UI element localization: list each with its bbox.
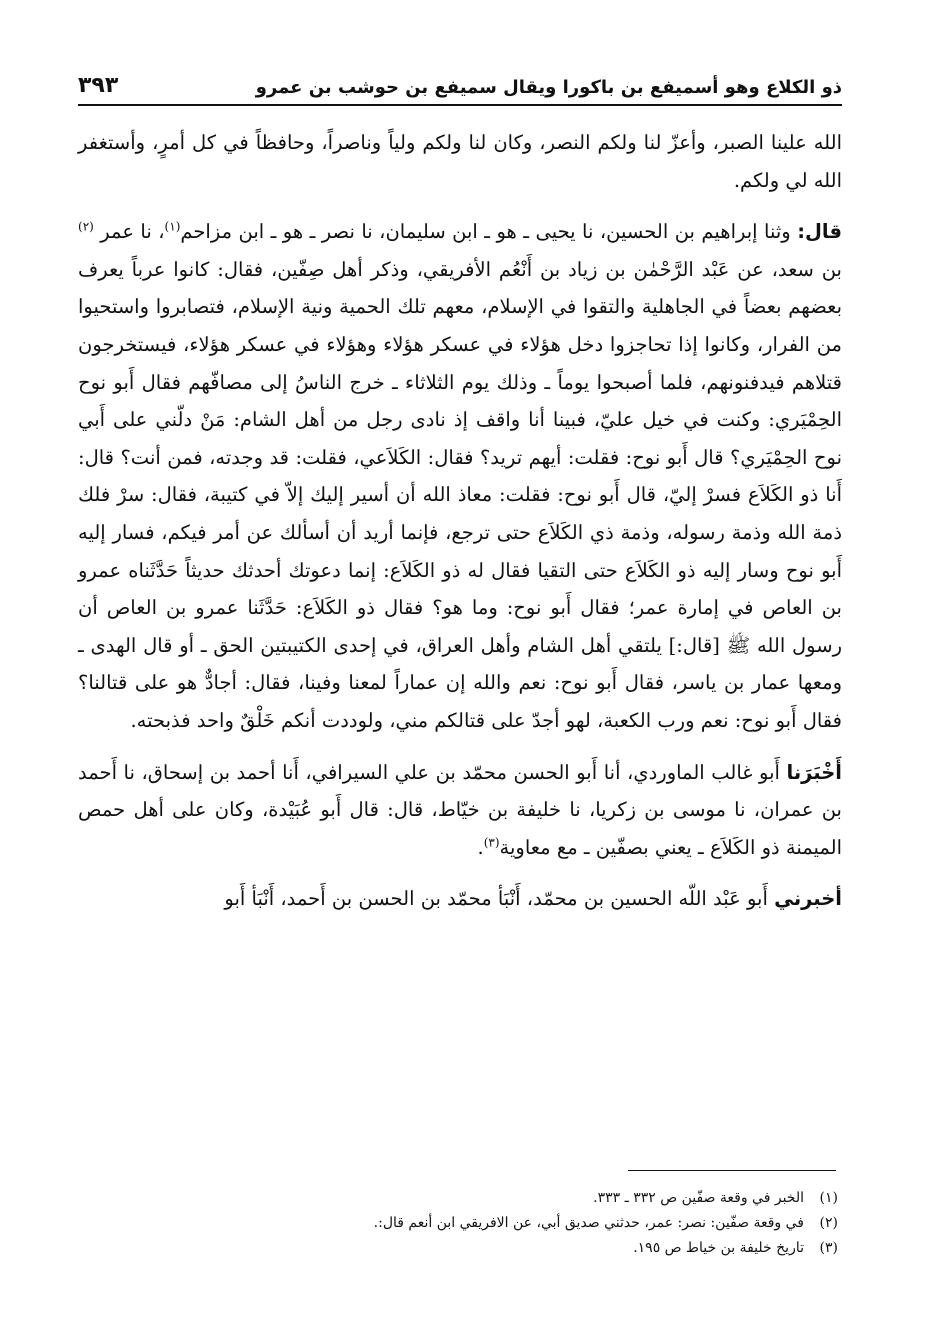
footnote-text: في وقعة صفّين: نصر: عمر، حدثني صديق أبي، عن الافريقي ابن أنعم قال:. <box>373 1215 804 1231</box>
paragraph-text: أَبو عَبْد اللّه الحسين بن محمّد، أَنْبَأ محمّد بن الحسن بن أَحمد، أَنْبَأ أَبو <box>224 887 775 911</box>
page-number: ٣٩٣ <box>78 73 119 98</box>
footnote-2 <box>120 1211 838 1236</box>
footnote-ref: (١) <box>164 219 181 234</box>
paragraph-text: وثنا إبراهيم بن الحسين، نا يحيى ـ هو ـ ابن سليمان، نا نصر ـ هو ـ ابن مزاحم <box>180 220 798 244</box>
footnote-1 <box>120 1186 838 1211</box>
footnote-3 <box>120 1236 838 1261</box>
footnote-divider <box>628 1170 836 1171</box>
paragraph-3 <box>78 754 842 867</box>
footnotes <box>120 1186 838 1261</box>
paragraph-4 <box>78 880 842 918</box>
paragraph-text: ، نا عمر <box>100 220 165 244</box>
main-text <box>78 124 842 932</box>
paragraph-text: أَبو غالب الماوردي، أنا أَبو الحسن محمّد بن علي السيرافي، أَنا أحمد بن إسحاق، نا أَحمد بن عمران، نا موسى بن زكريا، نا خليفة بن خيّاط، قال: قال أَبو عُبَيْدة، وكان على أهل حمص الميمنة ذو الكَلاَع ـ يعني بصفّين ـ مع معاوية <box>78 760 842 859</box>
paragraph-text: . <box>477 835 484 859</box>
footnote-ref: (٣) <box>483 835 500 850</box>
footnote-text: الخبر في وقعة صفّين ص ٣٣٢ ـ ٣٣٣. <box>593 1190 804 1206</box>
paragraph-2 <box>78 213 842 739</box>
footnote-ref: (٢) <box>78 219 94 234</box>
paragraph-1 <box>78 124 842 199</box>
paragraph-text: بن سعد، عن عَبْد الرَّحْمٰن بن زياد بن أَنْعُم الأفريقي، وذكر أهل صِفّين، فقال: كانوا عرباً يعرف بعضهم بعضاً في الجاهلية والتقوا في الإسلام، معهم تلك الحمية ونية الإسلام، فتصابروا واستحيوا من الفرار، وكانوا إذا تحاجزوا دخل هؤلاء في عسكر هؤلاء وهؤلاء في عسكر هؤلاء، فيستخرجون قتلاهم فيدفنونهم، فلما أصبحوا يوماً ـ وذلك يوم الثلاثاء ـ خرج الناسُ إلى مصافّهم فقال أَبو نوح الحِمْيَري: وكنت في خيل عليّ، فبينا أنا واقف إذ نادى رجل من أهل الشام: مَنْ دلّني على أَبي نوح الحِمْيَري؟ قال أَبو نوح: فقلت: أيهم تريد؟ فقال: الكَلاَعي، فقلت: قد وجدته، فمن أنت؟ قال: أَنا ذو الكَلاَع فسرْ إليّ، قال أَبو نوح: فقلت: معاذ الله أن أسير إليك إلاّ في كتيبة، فقال: سرْ فلك ذمة الله وذمة رسوله، وذمة ذي الكَلاَع حتى ترجع، فإنما أريد أن أسألك عن أمر فيكم، فسار إليه أَبو نوح وسار إليه ذو الكَلاَع حتى التقيا فقال له ذو الكَلاَع: إنما دعوتك أحدثك حديثاً حَدَّثَناه عمرو بن العاص في إمارة عمر؛ فقال أَبو نوح: وما هو؟ فقال ذو الكَلاَع: حَدَّثَنا عمرو بن العاص أن رسول الله ﷺ [قال:] يلتقي أهل الشام وأهل العراق، في إحدى الكتيبتين الحق ـ أو قال الهدى ـ ومعها عمار بن ياسر، فقال أَبو نوح: نعم والله إن عماراً لمعنا وفينا، فقال: أجادٌّ هو على قتالنا؟ فقال أَبو نوح: نعم ورب الكعبة، لهو أجدّ على قتالكم مني، ولوددت أنكم خَلْقٌ واحد فذبحته. <box>78 257 842 732</box>
page-header <box>78 60 842 106</box>
running-title: ذو الكلاع وهو أسميفع بن باكورا ويقال سميفع بن حوشب بن عمرو <box>255 77 842 98</box>
footnote-number: (٢) <box>819 1215 838 1231</box>
narration-keyword: أخبرني <box>774 887 842 911</box>
paragraph-text: الله علينا الصبر، وأعزّ لنا ولكم النصر، وكان لنا ولكم ولياً وناصراً، وحافظاً في كل أمرٍ، وأستغفر الله لي ولكم. <box>78 131 842 192</box>
footnote-number: (٣) <box>819 1240 838 1256</box>
footnote-text: تاريخ خليفة بن خياط ص ١٩٥. <box>633 1240 804 1256</box>
footnote-number: (١) <box>819 1190 838 1206</box>
narration-keyword: قال: <box>797 220 842 244</box>
narration-keyword: أَخْبَرَنا <box>786 760 842 784</box>
